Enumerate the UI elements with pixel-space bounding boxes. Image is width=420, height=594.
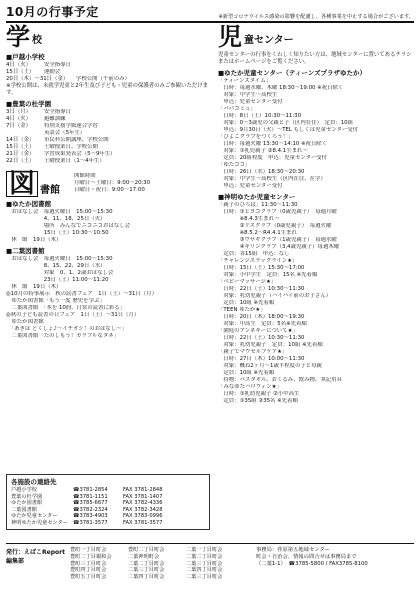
office-line: （二葉1-1） ☎3785-5800 / FAX3785-8100 — [256, 560, 368, 567]
schedule-row — [6, 69, 210, 76]
schedule-row — [6, 144, 210, 151]
contacts-title: 各施設の連絡先 — [11, 478, 57, 486]
member-name: 二葉一丁目町会 — [186, 547, 223, 553]
footer — [6, 543, 414, 581]
center-line: 持物：バスタオル、おくるみ、飲み物、筆記用具 — [218, 377, 342, 383]
facility-name: 戸越小学校 — [11, 487, 37, 493]
center-line: 日時：毎週水曜、木曜 18:30～19:00 ※祝日除く — [218, 85, 344, 91]
date: 15日（土） — [6, 144, 35, 150]
center-line: 対象：中学生～高校生（区内在住、在学） — [218, 176, 326, 182]
date — [6, 130, 44, 137]
schedule-row — [6, 123, 210, 130]
contacts-list — [11, 487, 205, 527]
schedule-row — [6, 158, 210, 165]
right-column — [218, 23, 414, 405]
center-line: 定員：10組 ※先着順 — [218, 370, 275, 376]
center-line: ②リスクラブ（0歳児親子） 毎週火曜 — [218, 223, 332, 229]
phone-number: ☎3781-2854 — [73, 487, 108, 493]
date: 21日（金） — [6, 151, 35, 157]
library-line: 対象 0、1、2歳おはなし会 — [6, 270, 114, 276]
center-line: 「パパコミュ」 — [218, 106, 256, 112]
children-details — [218, 68, 414, 405]
fax-number: FAX 3782-4336 — [123, 500, 163, 507]
school-note: ※学校公開は、未就学児童と2年生及び子ども・児童の保護者のみご参観いただけます。 — [6, 83, 209, 96]
center-line: ※8.5.2～R4.4.1生まれ — [218, 230, 297, 236]
children-center-heading — [218, 23, 414, 51]
left-column — [6, 23, 210, 340]
center-line: 日時：27日（木）10:00～11:30 — [218, 356, 305, 362]
member-name: 二葉二丁目町会 — [128, 560, 165, 567]
date: 7日（金） — [6, 123, 31, 129]
member-name: 二葉四丁目町会 — [128, 574, 165, 581]
center-line: 日時：①ヒヨコクラブ（0歳児親子） 毎週月曜 — [218, 209, 337, 215]
section-togoshi: ■戸越小学校 — [6, 53, 45, 61]
event: 学習成果発表会（5～9年生） — [44, 151, 116, 157]
school-heading-kanji: 学 — [6, 23, 30, 51]
covid-notice: ※新型コロナウイルス感染の影響を配慮し、各種事業を中止する場合がございます。 — [218, 14, 414, 20]
center-line: 対象：0～3歳児の父親と子（区内在住） 定員：10組 — [218, 120, 354, 126]
center-line: 「ティーンズタイム」 — [218, 78, 272, 84]
center-line: 「みなゆたハロウィン★」 — [218, 384, 282, 390]
children-heading-rest: 童センター — [244, 35, 294, 46]
member-name: 豊町五丁目町会 — [70, 574, 107, 581]
office-info — [256, 547, 368, 581]
library-details — [6, 199, 210, 340]
member-name: 豊町一丁目町会 — [70, 547, 107, 553]
library-line: 4、11、18、25日（火） — [6, 216, 106, 222]
event: 特別支援学級連合学習 — [44, 123, 98, 129]
center-line: 対象：乳幼児親子 定員：10組 ※先着順 — [218, 342, 323, 348]
section-toyoha: ■豊葉の杜学園 — [6, 100, 52, 108]
library-heading-kanji: 図 — [6, 171, 38, 197]
phone-number: ☎3781-1151 — [73, 493, 108, 500]
library-heading — [6, 171, 210, 197]
contact-row — [11, 520, 205, 527]
page-header — [6, 4, 414, 20]
center-line: 「ベビーマッサージ★」 — [218, 279, 277, 285]
center-line: 申込：児童センター受付 — [218, 183, 283, 189]
library-line: 二葉図書館「たのしもう！カラフルなタネ」 — [6, 333, 119, 339]
event: 安全指導日 — [44, 62, 71, 68]
facility-name: 豊葉の杜学園 — [11, 493, 43, 500]
fax-number: FAX 3781-3577 — [123, 519, 163, 526]
fax-number: FAX 3781-2848 — [123, 487, 163, 493]
member-name: 豊町四丁目町会 — [70, 567, 107, 574]
event: 学校公開（午前のみ） — [76, 76, 130, 82]
schedule-row — [6, 109, 210, 116]
contact-row — [11, 513, 205, 520]
member-name: 二葉四丁目町会 — [186, 567, 223, 574]
center-line: ③ウサギクラブ（1歳児親子） 毎週水曜 — [218, 237, 337, 243]
center-line: 日時：①乳幼児親子 ②小中高生 — [218, 391, 300, 397]
center-line: ④キリンクラブ（3,4歳児親子）毎週木曜 — [218, 244, 340, 250]
date: 22日（土） — [6, 158, 35, 164]
library-line: ゆたか図書館 — [6, 319, 44, 325]
center-line: 日時：22日（土）10:30～11:30 — [218, 335, 305, 341]
date: 4日（火） — [6, 62, 31, 68]
date: 20日（木）～31日（金） — [6, 76, 69, 82]
center-line: 日時：毎週火曜 13:30～14:10 ※祝日除く — [218, 141, 328, 147]
hours-holiday: 日曜日・祝日：9:00～17:00 — [74, 187, 145, 193]
hours-title: 開館時間 — [74, 173, 96, 179]
library-line: 場所 みんなでニコニコおはなし会 — [6, 223, 130, 229]
library-line: おはなし会 毎週火曜日 15:00～15:30 — [6, 209, 113, 215]
date: 3日（月） — [6, 109, 31, 115]
center-section-title: ■ゆたか児童センター（ティーンズプラザゆたか） — [218, 69, 367, 77]
school-heading — [6, 23, 210, 51]
facility-name: ゆたか児童センター — [11, 513, 58, 520]
center-line: 日時：26日（水）18:30～20:30 — [218, 169, 305, 175]
member-name: 二葉三丁目町会 — [186, 560, 223, 567]
fax-number: FAX 3783-0996 — [123, 513, 163, 520]
library-line: 23日（土）11:00～11:20 — [6, 277, 109, 283]
center-line: 申込：児童センター受付 — [218, 99, 283, 105]
member-name: 二葉三丁目町会 — [128, 567, 165, 574]
facility-name: 二葉図書館 — [11, 506, 37, 513]
center-line: 定員：10組 ※先着順 — [218, 300, 275, 306]
schedule-row — [6, 130, 210, 137]
library-line: 休 館 19日（木） — [6, 237, 62, 243]
library-line: 二葉図書館 「本を 10冊、日常の読書に彩る」 — [6, 305, 126, 311]
library-line: ◎秋の子ども読書の日フェア 1日（土）～31日（月） — [6, 312, 140, 318]
center-line: 対象：中学生～高校生 — [218, 92, 278, 98]
hours-weekday: 月曜日～土曜日：9:00～20:30 — [74, 180, 151, 186]
children-intro: 児童センターの行事をくわしく知りたい方は、地域センターに置いてあるチラシまたはホームページをご覧ください。 — [218, 52, 412, 65]
phone-number: ☎3782-2324 — [73, 506, 108, 513]
center-line: 定員：①35組 ②35名 ※先着順 — [218, 398, 298, 404]
library-line: おはなし会 毎週火曜日 15:00～15:30 — [6, 256, 113, 262]
library-heading-rest: 書館 — [40, 185, 61, 196]
member-name: 二葉三丁目町会 — [186, 574, 223, 581]
event: 運動会 — [44, 69, 61, 75]
center-line: 定員：各15組 申込：なし — [218, 251, 290, 257]
event: 避難訓練 — [44, 116, 66, 122]
header-divider — [6, 21, 414, 23]
event: 安全指導日 — [44, 109, 71, 115]
schedule-row — [6, 137, 210, 144]
event: 市民科公開講座、学校公開 — [44, 137, 109, 143]
event: 土曜授業日（1～4年生） — [44, 158, 105, 164]
date: 15日（土） — [6, 69, 35, 75]
center-line: 日時：20日（木）18:00～19:30 — [218, 314, 305, 320]
center-line: 日時：15日（土）15:30～17:00 — [218, 265, 305, 271]
center-line: 日時：22日（土）10:30～11:30 — [218, 286, 305, 292]
library-section-title: ■二葉図書館 — [6, 247, 45, 255]
center-line: 「ゆたココ」 — [218, 162, 251, 168]
center-line: 定員：20組程度 申込：児童センター受付 — [218, 155, 328, 161]
center-line: 日時：8日（土）10:30～11:30 — [218, 113, 302, 119]
contact-row — [11, 500, 205, 507]
library-line: 15日（土）10:30～10:50 — [6, 230, 109, 236]
center-line: ※8.4.3生まれ～ — [218, 216, 280, 222]
library-line: 「あきは どくしょ♪～イチオシ！のおはなし～」 — [6, 326, 127, 332]
center-line: 「チャレンジスラックライン★」 — [218, 258, 298, 264]
publisher-members — [70, 547, 238, 581]
facility-name: ゆたか図書館 — [11, 500, 43, 507]
library-line: ◎10月の特事展示 秋の読書フェア 1日（土）～31日（月） — [6, 291, 157, 297]
fax-number: FAX 3781-1407 — [123, 493, 163, 500]
center-line: 「TEEN ゆたか★」 — [218, 307, 266, 313]
center-line: 「園庭のアンネキーについて★」 — [218, 328, 298, 334]
center-line: 対象：中高生 定員：5名※先着順 — [218, 321, 307, 327]
contacts-box — [6, 474, 210, 530]
event: 土曜授業日、学校公開 — [44, 144, 98, 150]
fax-number: FAX 3782-3428 — [123, 506, 163, 513]
center-line: 対象：①乳児親子 ②8.4.1生まれ～ — [218, 148, 308, 154]
center-line: 「ひよこクラブをつくろう！」 — [218, 134, 294, 140]
facility-name: 神明ゆたか児童センター — [11, 519, 68, 526]
center-line: 対象：乳幼児親子（ハイハイ前のお子さん） — [218, 293, 332, 299]
member-name: 二葉二丁目町会 — [186, 553, 223, 560]
library-hours — [74, 173, 150, 194]
library-line: ゆたか図書館「もう一度 歴史を学ぶ」 — [6, 298, 105, 304]
event: 英語会（5年生） — [44, 130, 86, 136]
publisher: 発行：えばこReport編集部 — [6, 549, 65, 565]
center-section-title: ■神明ゆたか児童センター — [218, 193, 296, 201]
library-line: 休 館 19日（木） — [6, 284, 62, 290]
page-title: 10月の行事予定 — [6, 5, 99, 19]
school-heading-rest: 校 — [32, 35, 42, 46]
date: 14日（金） — [6, 137, 35, 143]
library-line: 8、15、22、29日（水） — [6, 263, 106, 269]
schedule-row — [6, 116, 210, 123]
schedule-row — [6, 62, 210, 69]
phone-number: ☎3785-6677 — [73, 500, 108, 507]
member-name: 二葉神明町会 — [128, 553, 160, 560]
member-name: 豊町二丁目町会 — [128, 547, 165, 553]
schedule-row — [6, 151, 210, 158]
center-line: 対象：小中学生 定員：15名 ※先着順 — [218, 272, 318, 278]
center-line: 「親子のひろば」11:30～11:30 — [218, 202, 298, 208]
phone-number: ☎3783-4903 — [73, 513, 108, 520]
member-name: 豊町二丁目親和会 — [70, 553, 112, 560]
office-line: 事務局：荏原第五地域センター — [256, 547, 330, 553]
children-heading-kanji: 児 — [218, 23, 242, 51]
phone-number: ☎3781-3577 — [73, 519, 108, 526]
date: 4日（火） — [6, 116, 31, 122]
member-name: 豊町三丁目町会 — [70, 560, 107, 567]
center-line: 対象：概ね2ヶ月～1歳半程度の子と母親 — [218, 363, 322, 369]
center-line: 「親子でマウセルフケア★」 — [218, 349, 288, 355]
contact-row — [11, 487, 205, 494]
library-section-title: ■ゆたか図書館 — [6, 200, 52, 208]
office-line: 町会・自治会、情報の問合せは事務局まで — [256, 553, 357, 560]
center-line: 申込：9月30日（火）～TEL もしくは児童センター受付 — [218, 127, 359, 133]
schedule-row — [6, 76, 210, 83]
